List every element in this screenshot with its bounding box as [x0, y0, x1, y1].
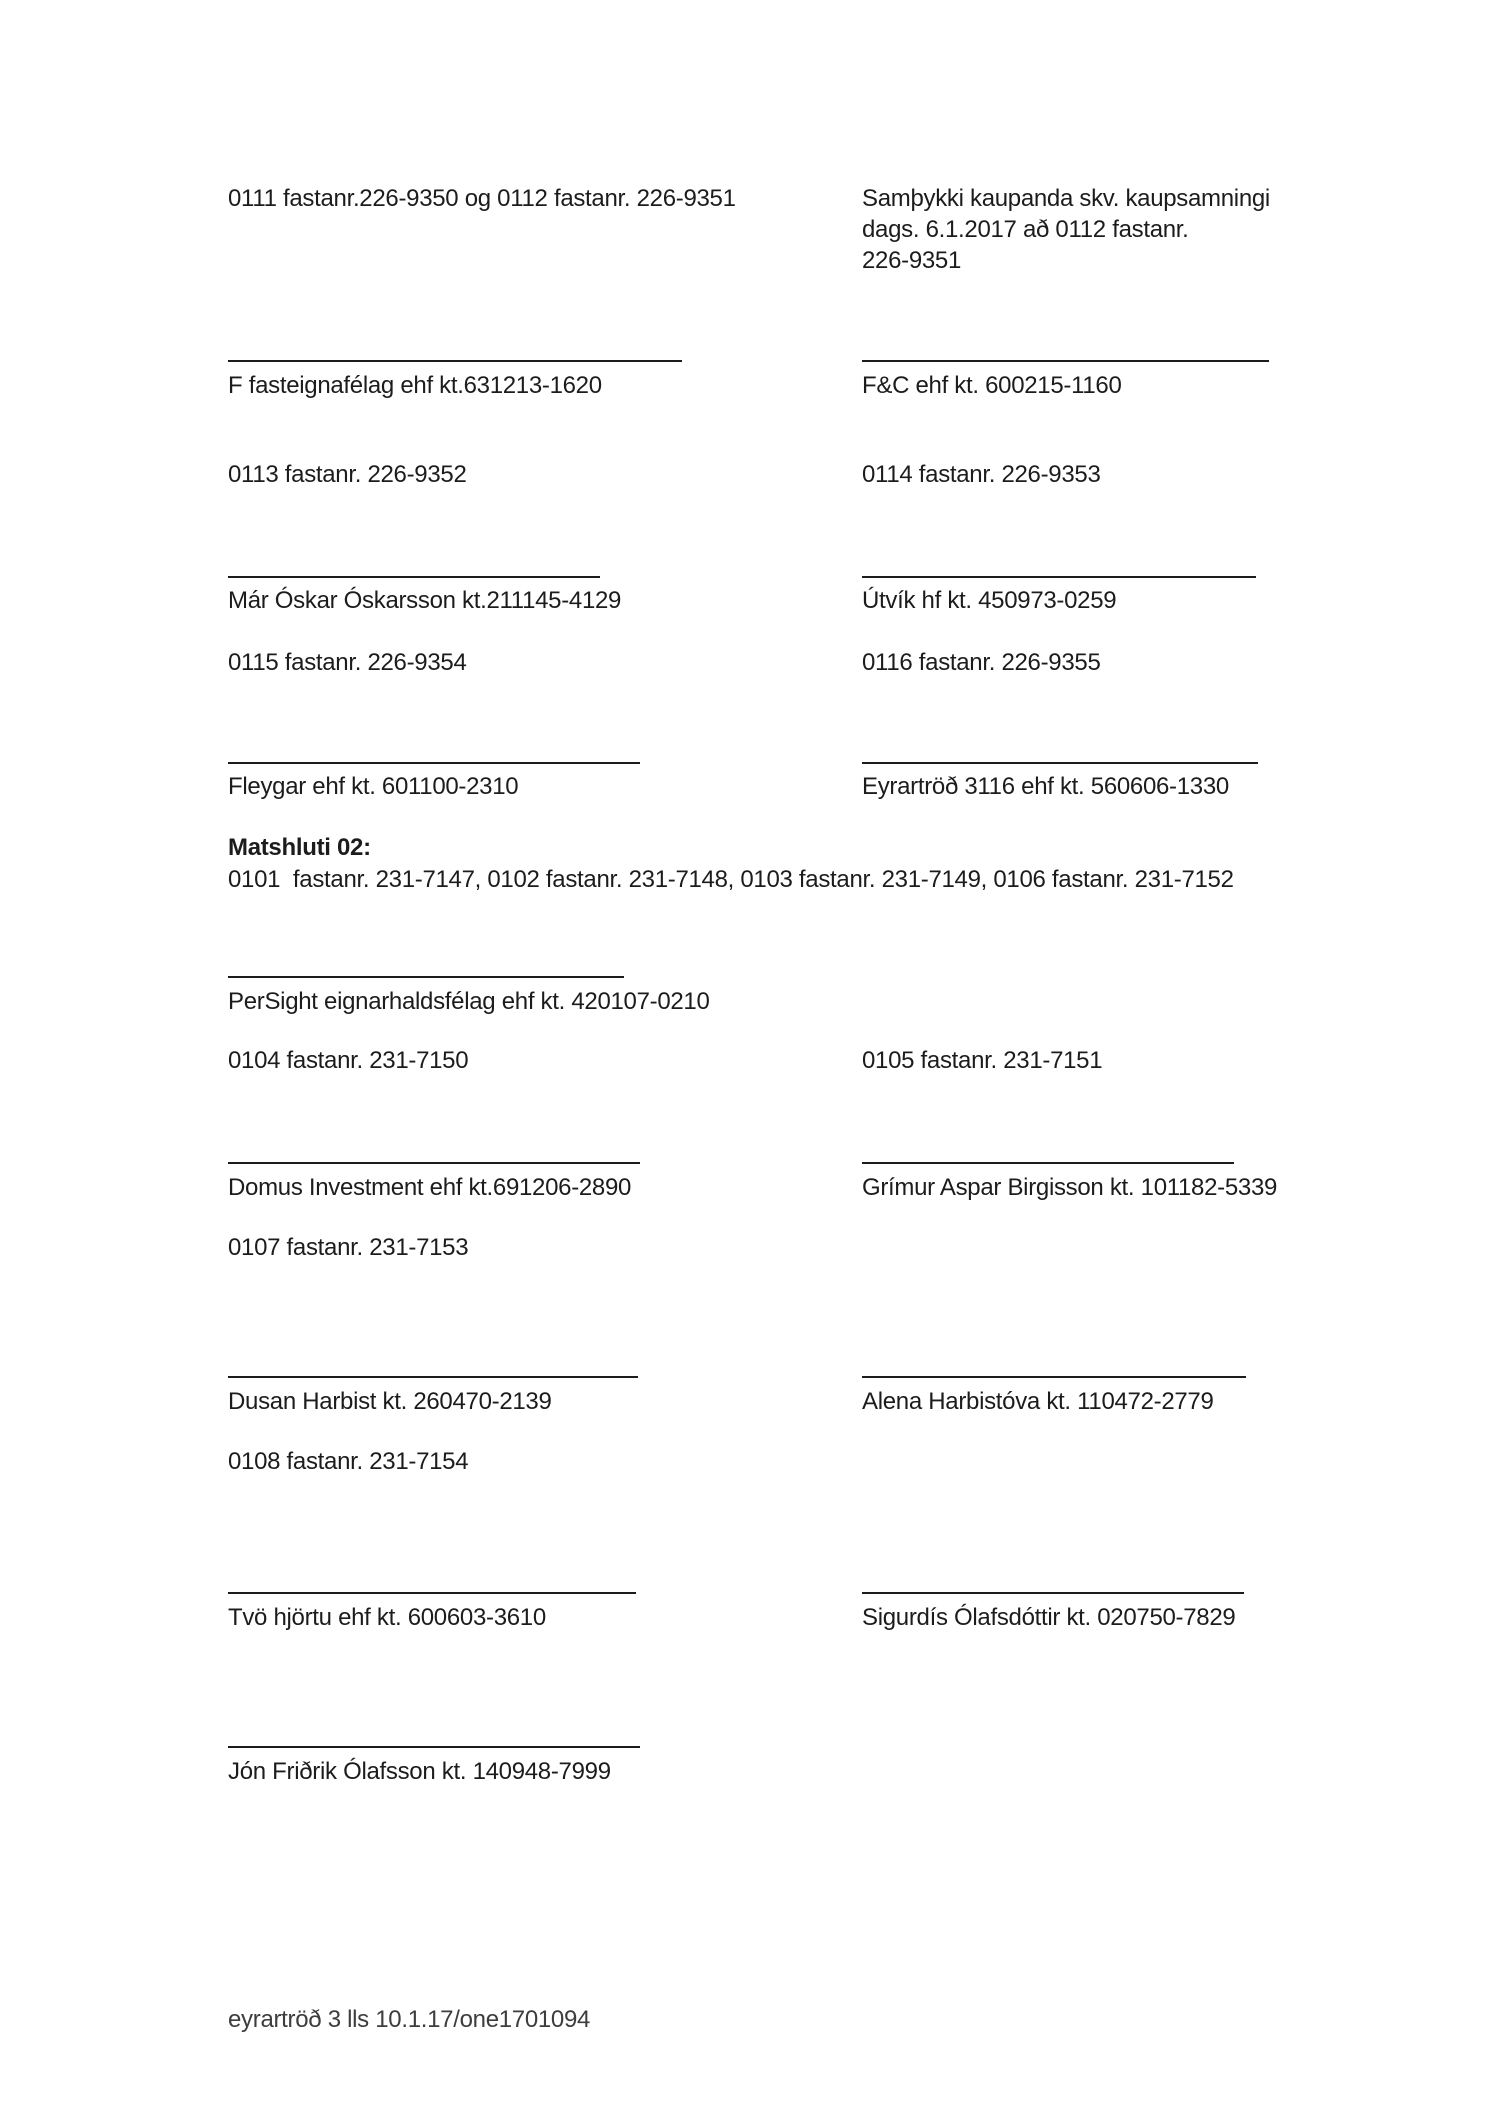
signatory-name: Grímur Aspar Birgisson kt. 101182-5339	[862, 1174, 1278, 1201]
signatory-name: Eyrartröð 3116 ehf kt. 560606-1330	[862, 773, 1229, 800]
signature-line	[862, 360, 1269, 362]
signatory-name: Már Óskar Óskarsson kt.211145-4129	[228, 587, 622, 614]
signature-line	[862, 1162, 1234, 1164]
signatory-name: F&C ehf kt. 600215-1160	[862, 372, 1122, 399]
fastanr-text: 0107 fastanr. 231-7153	[228, 1234, 469, 1261]
property-units-intro-text: 0111 fastanr.226-9350 og 0112 fastanr. 226-9351	[228, 185, 736, 212]
fastanr-text: 0115 fastanr. 226-9354	[228, 649, 467, 676]
signatory-name: PerSight eignarhaldsfélag ehf kt. 420107-0210	[228, 988, 710, 1015]
signature-line	[228, 576, 600, 578]
buyer-approval-note-line1: Samþykki kaupanda skv. kaupsamningi	[862, 185, 1270, 212]
matshluti-units-line: 0101 fastanr. 231-7147, 0102 fastanr. 231-7148, 0103 fastanr. 231-7149, 0106 fastanr. 231-7152	[228, 866, 1234, 893]
signature-line	[862, 762, 1258, 764]
signature-line	[862, 576, 1256, 578]
signatory-name: Domus Investment ehf kt.691206-2890	[228, 1174, 632, 1201]
fastanr-text: 0114 fastanr. 226-9353	[862, 461, 1101, 488]
fastanr-text: 0105 fastanr. 231-7151	[862, 1047, 1103, 1074]
matshluti-heading: Matshluti 02:	[228, 834, 371, 861]
signatory-name: Jón Friðrik Ólafsson kt. 140948-7999	[228, 1758, 611, 1785]
signatory-name: Dusan Harbist kt. 260470-2139	[228, 1388, 552, 1415]
signature-line	[228, 762, 640, 764]
fastanr-text: 0108 fastanr. 231-7154	[228, 1448, 469, 1475]
fastanr-text: 0113 fastanr. 226-9352	[228, 461, 467, 488]
signature-line	[862, 1592, 1244, 1594]
signatory-name: F fasteignafélag ehf kt.631213-1620	[228, 372, 602, 399]
signature-line	[228, 1162, 640, 1164]
signature-line	[228, 360, 682, 362]
signatory-name: Sigurdís Ólafsdóttir kt. 020750-7829	[862, 1604, 1236, 1631]
signature-line	[228, 976, 624, 978]
fastanr-text: 0116 fastanr. 226-9355	[862, 649, 1101, 676]
signature-line	[228, 1592, 636, 1594]
fastanr-text: 0104 fastanr. 231-7150	[228, 1047, 469, 1074]
signatory-name: Tvö hjörtu ehf kt. 600603-3610	[228, 1604, 546, 1631]
signatory-name: Fleygar ehf kt. 601100-2310	[228, 773, 519, 800]
buyer-approval-note-line3: 226-9351	[862, 247, 962, 274]
signature-line	[228, 1746, 640, 1748]
signatory-name: Útvík hf kt. 450973-0259	[862, 587, 1117, 614]
buyer-approval-note-line2: dags. 6.1.2017 að 0112 fastanr.	[862, 216, 1189, 243]
signature-line	[862, 1376, 1246, 1378]
signatory-name: Alena Harbistóva kt. 110472-2779	[862, 1388, 1214, 1415]
document-footer-reference: eyrartröð 3 lls 10.1.17/one1701094	[228, 2006, 591, 2033]
signature-line	[228, 1376, 638, 1378]
